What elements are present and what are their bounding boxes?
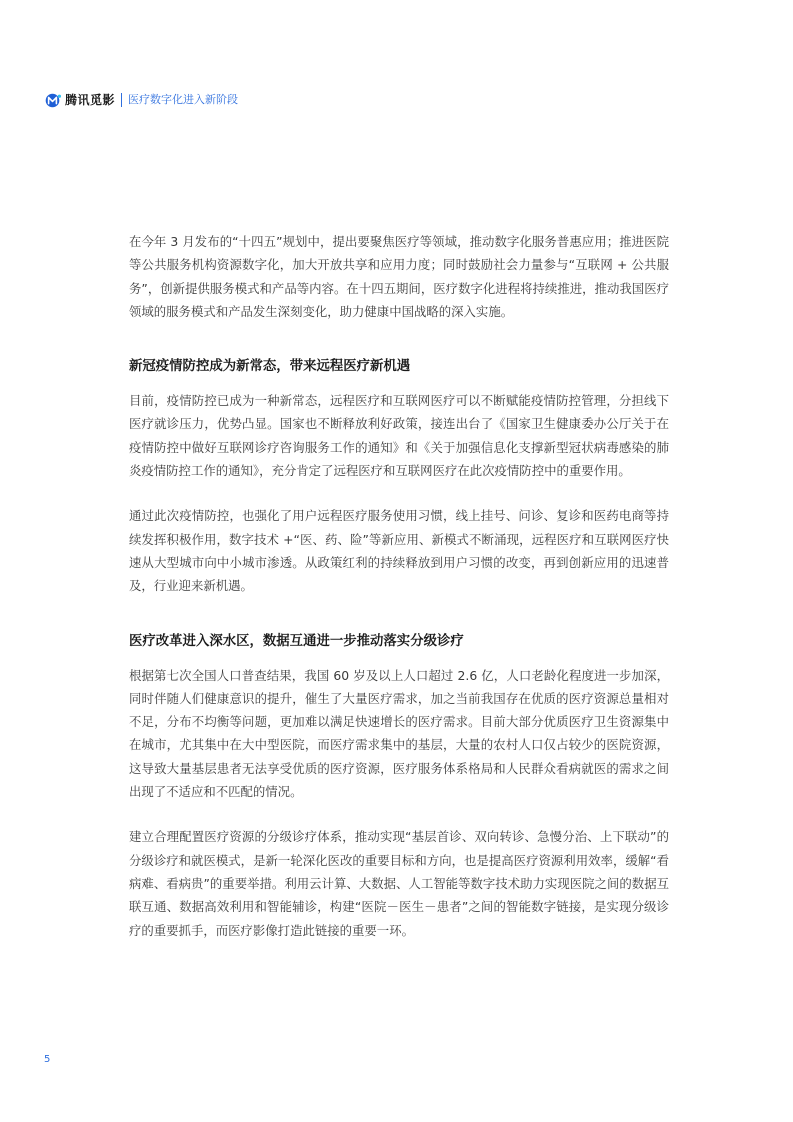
page-header — [45, 91, 238, 109]
brand-name: 腾讯觅影 — [65, 93, 116, 107]
page-number: 5 — [44, 1054, 51, 1065]
paragraph: 根据第七次全国人口普查结果，我国 60 岁及以上人口超过 2.6 亿，人口老龄化程度进一步加深，同时伴随人们健康意识的提升，催生了大量医疗需求，加之当前我国存在优质的医疗资源总量相对不足，分布不均衡等问题，更加难以满足快速增长的医疗需求。目前大部分优质医疗卫生资源集中在城市，尤其集中在大中型医院，而医疗需求集中的基层，大量的农村人口仅占较少的医院资源，这导致大量基层患者无法享受优质的医疗资源，医疗服务体系格局和人民群众看病就医的需求之间出现了不适应和不匹配的情况。 — [129, 667, 669, 800]
paragraph: 通过此次疫情防控，也强化了用户远程医疗服务使用习惯，线上挂号、问诊、复诊和医药电商等持续发挥积极作用，数字技术 +“医、药、险”等新应用、新模式不断涌现，远程医疗和互联网医疗快速从大型城市向中小城市渗透。从政策红利的持续释放到用户习惯的改变，再到创新应用的迅速普及，行业迎来新机遇。 — [129, 508, 669, 594]
intro-paragraph: 在今年 3 月发布的“十四五”规划中，提出要聚焦医疗等领域，推动数字化服务普惠应用；推进医院等公共服务机构资源数字化，加大开放共享和应用力度；同时鼓励社会力量参与“互联网 + 公共服务”，创新提供服务模式和产品等内容。在十四五期间，医疗数字化进程将持续推进，推动我国医疗领域的服务模式和产品发生深刻变化，助力健康中国战略的深入实施。 — [129, 234, 669, 319]
article-body — [129, 230, 669, 942]
paragraph: 建立合理配置医疗资源的分级诊疗体系，推动实现“基层首诊、双向转诊、急慢分治、上下联动”的分级诊疗和就医模式，是新一轮深化医改的重要目标和方向，也是提高医疗资源利用效率，缓解“看病难、看病贵”的重要举措。利用云计算、大数据、人工智能等数字技术助力实现医院之间的数据互联互通、数据高效利用和智能辅诊，构建“医院－医生－患者”之间的智能数字链接，是实现分级诊疗的重要抓手，而医疗影像打造此链接的重要一环。 — [129, 829, 669, 938]
tencent-miying-logo-icon — [45, 93, 62, 108]
section-heading-tiered-diagnosis: 医疗改革进入深水区，数据互通进一步推动落实分级诊疗 — [129, 633, 464, 649]
report-subtitle: 医疗数字化进入新阶段 — [128, 93, 239, 106]
header-divider — [121, 93, 122, 107]
section-heading-remote-medicine: 新冠疫情防控成为新常态，带来远程医疗新机遇 — [129, 359, 411, 375]
paragraph: 目前，疫情防控已成为一种新常态，远程医疗和互联网医疗可以不断赋能疫情防控管理，分担线下医疗就诊压力，优势凸显。国家也不断释放利好政策，接连出台了《国家卫生健康委办公厅关于在疫情防控中做好互联网诊疗咨询服务工作的通知》和《关于加强信息化支撑新型冠状病毒感染的肺炎疫情防控工作的通知》，充分肯定了远程医疗和互联网医疗在此次疫情防控中的重要作用。 — [129, 393, 669, 479]
